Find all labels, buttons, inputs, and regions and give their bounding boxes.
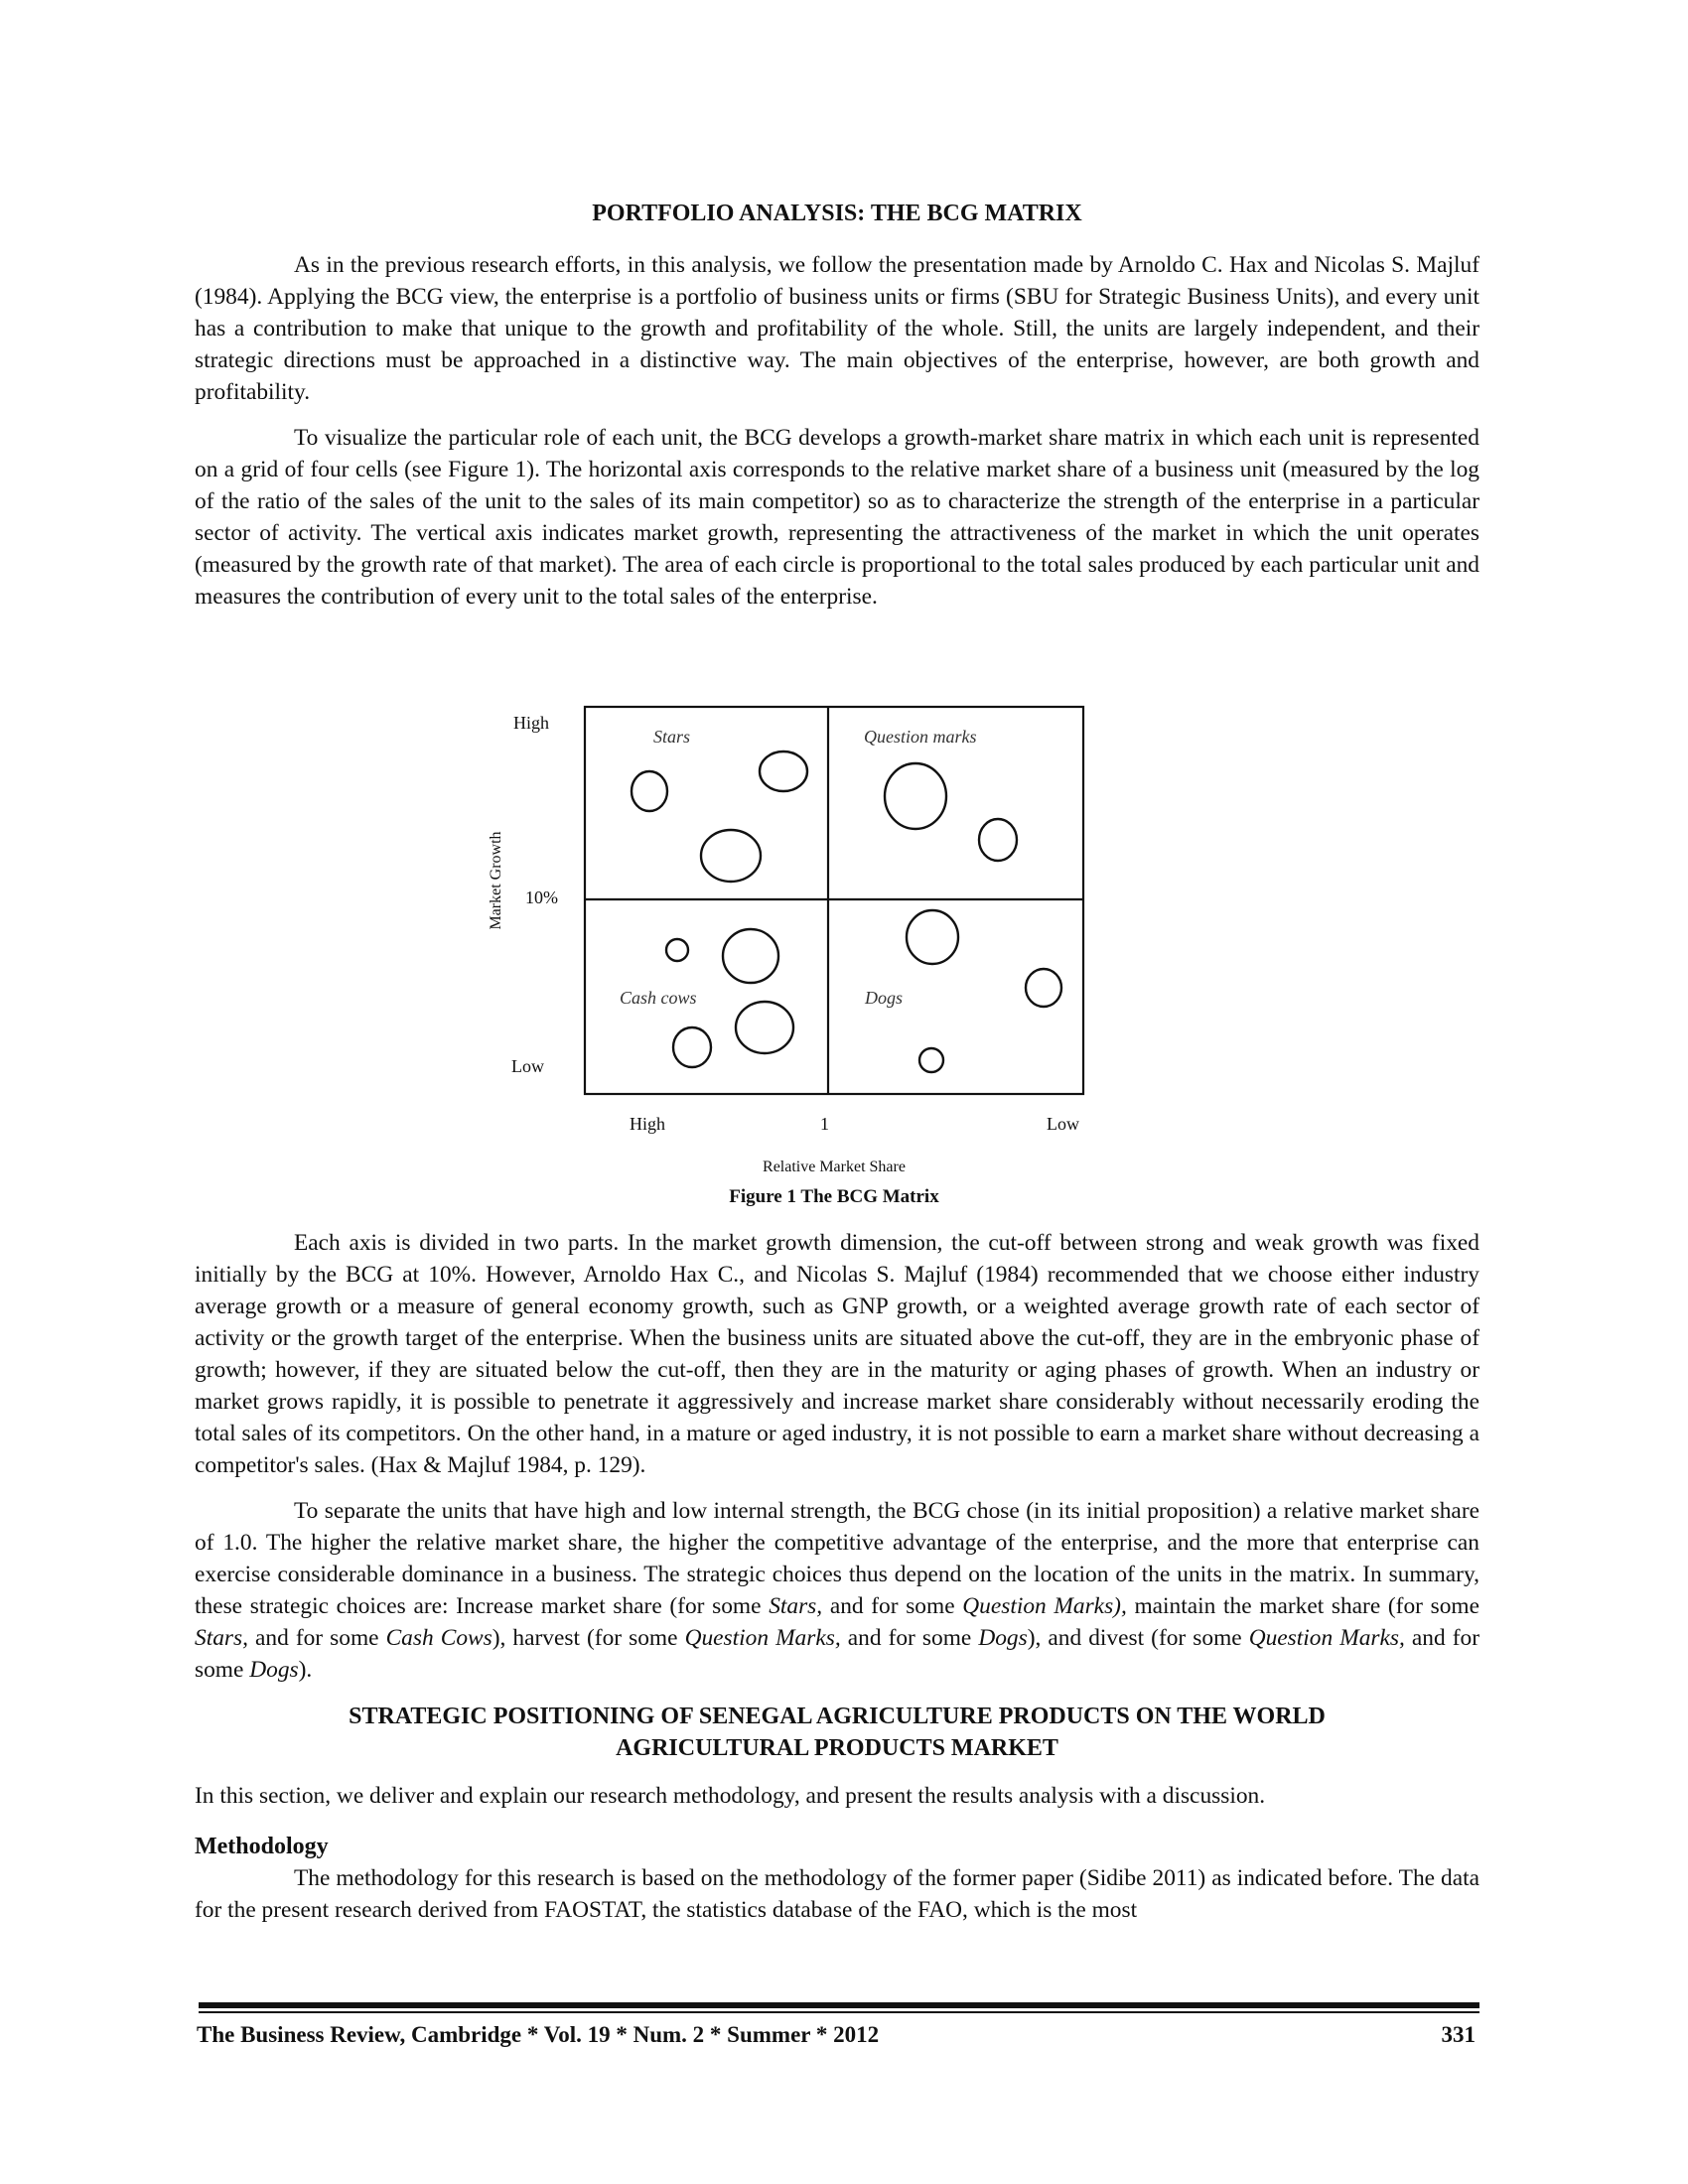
y-tick-10pct: 10% — [525, 887, 558, 907]
page-number: 331 — [1441, 2022, 1476, 2047]
y-axis-title: Market Growth — [488, 831, 504, 930]
paragraph-4-text: and for some — [822, 1593, 963, 1619]
unit-circle — [723, 929, 778, 983]
matrix-frame — [585, 707, 1083, 1094]
paragraph-4 — [195, 1495, 1479, 1686]
page-footer — [197, 2018, 1481, 2052]
section-body-bcg-cont — [195, 1227, 1479, 1686]
footer-rule-thick — [199, 2002, 1479, 2008]
x-axis-title: Relative Market Share — [763, 1159, 906, 1175]
unit-circle — [701, 830, 761, 882]
paragraph-4-text: ), harvest (for some — [492, 1625, 685, 1651]
x-tick-high: High — [630, 1114, 665, 1134]
paragraph-4-text: maintain the market share (for some — [1126, 1593, 1480, 1619]
section-body-bcg — [195, 249, 1479, 613]
quadrant-label-stars: Stars — [653, 727, 691, 747]
section-intro: In this section, we deliver and explain our research methodology, and present the results analysis with a discussion. — [195, 1783, 1266, 1809]
section-heading-bcg: PORTFOLIO ANALYSIS: THE BCG MATRIX — [592, 201, 1082, 226]
x-tick-low: Low — [1047, 1114, 1079, 1134]
paragraph-2: To visualize the particular role of each unit, the BCG develops a growth-market share matrix in which each unit is represented on a grid of four cells (see Figure 1). The horizontal axis corresponds to the relative market share of a business unit (measured by the log of the ratio of the sales of the unit to the sales of its main competitor) so as to characterize the strength of the enterprise in a particular sector of activity. The vertical axis indicates market growth, representing the attractiveness of the market in which the unit operates (measured by the growth rate of that market). The area of each circle is proportional to the total sales produced by each particular unit and measures the contribution of every unit to the total sales of the enterprise. — [195, 425, 1479, 610]
y-tick-high: High — [513, 713, 549, 733]
footer-rule-thin — [199, 2011, 1479, 2013]
unit-circle — [979, 819, 1017, 861]
unit-circle — [736, 1002, 793, 1053]
paragraph-3: Each axis is divided in two parts. In the market growth dimension, the cut-off between strong and weak growth was fixed initially by the BCG at 10%. However, Arnoldo Hax C., and Nicolas S. Majluf (1984) recommended that we choose either industry average growth or a measure of general economy growth, such as GNP growth, or a weighted average growth rate of each sector of activity or the growth target of the enterprise. When the business units are situated above the cut-off, they are in the embryonic phase of growth; however, if they are situated below the cut-off, then they are in the maturity or aging phases of growth. When an industry or market grows rapidly, it is possible to penetrate it aggressively and increase market share considerably without necessarily eroding the total sales of its competitors. On the other hand, in a mature or aged industry, it is not possible to earn a market share without decreasing a competitor's sales. (Hax & Majluf 1984, p. 129). — [195, 1230, 1479, 1478]
paragraph-4-text: and for some — [840, 1625, 979, 1651]
unit-circle — [919, 1048, 943, 1072]
subsection-heading-methodology: Methodology — [195, 1834, 329, 1859]
methodology-body — [195, 1862, 1479, 1926]
paragraph-1: As in the previous research efforts, in this analysis, we follow the presentation made by Arnoldo C. Hax and Nicolas S. Majluf (1984). Applying the BCG view, the enterprise is a portfolio of business units or firms (SBU for Strategic Business Units), and every unit has a contribution to make that unique to the growth and profitability of the whole. Still, the units are largely independent, and their strategic directions must be approached in a distinctive way. The main objectives of the enterprise, however, are both growth and profitability. — [195, 252, 1479, 405]
y-tick-low: Low — [511, 1056, 544, 1076]
quadrant-label-dogs: Dogs — [865, 988, 904, 1008]
paragraph-4-italic: Question Marks), — [962, 1593, 1127, 1619]
section-heading-strategic — [195, 1701, 1479, 1764]
paragraph-4-italic: Stars, — [195, 1625, 248, 1651]
quadrant-label-cash-cows: Cash cows — [620, 988, 697, 1008]
paragraph-4-text: To separate the units that have high and low internal strength, the BCG chose (in its initial proposition) a relative market share of 1.0. The higher the relative market share, the higher the competitive advantage of the enterprise, and the more that enterprise can exercise considerable dominance in a business. The strategic choices thus depend on the location of the units in the matrix. In summary, these strategic choices are: Increase market share (for some — [195, 1498, 1479, 1619]
unit-circle — [1026, 969, 1061, 1007]
unit-circle — [632, 771, 667, 811]
section-heading-line-2: AGRICULTURAL PRODUCTS MARKET — [616, 1735, 1058, 1761]
paragraph-4-italic: Stars, — [769, 1593, 823, 1619]
paragraph-4-italic: Dogs — [978, 1625, 1028, 1651]
paragraph-4-italic: Cash Cows — [385, 1625, 492, 1651]
unit-circle — [907, 910, 958, 964]
quadrant-label-question-marks: Question marks — [864, 727, 977, 747]
unit-circle — [666, 939, 688, 961]
methodology-paragraph: The methodology for this research is based on the methodology of the former paper (Sidibe 2011) as indicated before. The data for the present research derived from FAOSTAT, the statistics database of the FAO, which is the most — [195, 1865, 1479, 1923]
paragraph-4-text: and for some — [247, 1625, 386, 1651]
figure-caption: Figure 1 The BCG Matrix — [729, 1186, 939, 1207]
section-heading-line-1: STRATEGIC POSITIONING OF SENEGAL AGRICULTURE PRODUCTS ON THE WORLD — [349, 1704, 1326, 1729]
paragraph-4-italic: Question Marks, — [684, 1625, 841, 1651]
x-tick-1: 1 — [820, 1114, 829, 1134]
paragraph-4-text: ), and divest (for some — [1027, 1625, 1249, 1651]
paragraph-4-text: ). — [298, 1657, 313, 1683]
journal-citation: The Business Review, Cambridge * Vol. 19 * Num. 2 * Summer * 2012 — [197, 2022, 880, 2047]
paragraph-4-italic: Dogs — [249, 1657, 299, 1683]
unit-circle — [673, 1027, 711, 1067]
paragraph-4-text: and for some — [195, 1625, 1479, 1683]
unit-circle — [885, 763, 946, 829]
unit-circle — [760, 751, 807, 791]
paragraph-4-italic: Question Marks, — [1248, 1625, 1405, 1651]
